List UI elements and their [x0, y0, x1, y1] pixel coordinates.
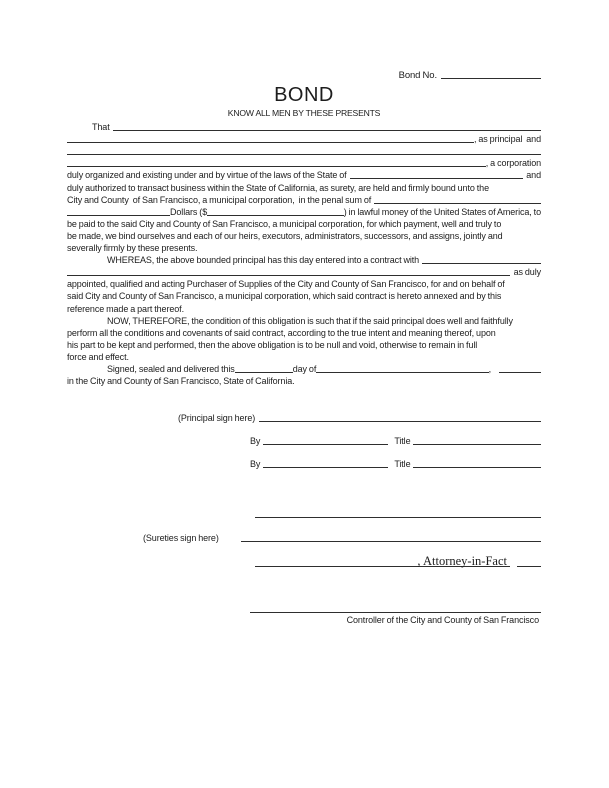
day-of-label: day of	[292, 363, 317, 374]
by-label: By	[250, 458, 261, 469]
penal-sum-text: City and County of San Francisco, a municipal corporation, in the penal sum of	[67, 194, 372, 205]
by-title-row-2	[67, 457, 541, 470]
surety-name-field-2[interactable]	[67, 165, 486, 167]
by-1-line[interactable]	[263, 443, 388, 445]
as-duly-label: as duly	[513, 267, 541, 278]
severally-text: severally firmly by these presents.	[67, 243, 198, 254]
line-appointed	[67, 278, 541, 290]
surety-sign-row-2	[67, 531, 541, 544]
penal-sum-words-field[interactable]	[374, 202, 541, 204]
year-field[interactable]	[499, 371, 541, 373]
line-be-made	[67, 230, 541, 242]
body-paragraphs	[67, 121, 541, 387]
by-title-row-1	[67, 435, 541, 448]
day-field[interactable]	[235, 371, 293, 373]
a-corporation-label: , a corporation	[485, 158, 541, 169]
penal-sum-words-field-2[interactable]	[67, 214, 170, 216]
contract-with-field[interactable]	[422, 262, 541, 264]
line-force	[67, 351, 541, 363]
month-field[interactable]	[316, 371, 488, 373]
be-paid-text: be paid to the said City and County of San Francisco, a municipal corporation, for which payment, well and truly to	[67, 218, 502, 229]
now-therefore-text: NOW, THEREFORE, the condition of this obligation is such that if the said principal does well and faithfully	[107, 315, 513, 326]
document-title: BOND	[274, 84, 334, 106]
title-1-line[interactable]	[413, 443, 541, 445]
line-state-of	[67, 169, 541, 181]
principal-name-field-2[interactable]	[67, 141, 474, 143]
line-as-principal	[67, 133, 541, 145]
line-a-corporation	[67, 157, 541, 169]
in-city-text: in the City and County of San Francisco, State of California.	[67, 376, 295, 387]
line-be-paid	[67, 218, 541, 230]
bond-no-label: Bond No.	[398, 70, 437, 81]
comma-text: ,	[488, 363, 491, 374]
contract-with-field-2[interactable]	[67, 274, 510, 276]
lawful-money-text: ) in lawful money of the United States of America, to	[343, 206, 541, 217]
line-said-city	[67, 290, 541, 302]
line-whereas	[67, 254, 541, 266]
title-label: Title	[394, 436, 411, 447]
bond-no-field[interactable]	[441, 77, 541, 79]
his-part-text: his part to be kept and performed, then the above obligation is to be null and void, otherwise to remain in full	[67, 339, 478, 350]
dollar-amount-field[interactable]	[207, 214, 344, 216]
principal-signature-line[interactable]	[259, 420, 541, 422]
state-of-and: and	[526, 170, 541, 181]
controller-row	[67, 612, 541, 626]
attorney-signature-line[interactable]	[255, 565, 414, 567]
attorney-tail-line[interactable]	[517, 565, 541, 567]
force-text: force and effect.	[67, 351, 129, 362]
line-in-city	[67, 375, 541, 387]
said-city-text: said City and County of San Francisco, a municipal corporation, which said contract is hereto annexed and by this	[67, 291, 502, 302]
line-severally	[67, 242, 541, 254]
line-authorized	[67, 181, 541, 193]
line-his-part	[67, 339, 541, 351]
that-label: That	[92, 122, 110, 133]
by-label: By	[250, 436, 261, 447]
document-subtitle: KNOW ALL MEN BY THESE PRESENTS	[227, 108, 381, 118]
perform-text: perform all the conditions and covenants of said contract, according to the true intent and meaning thereof, upon	[67, 327, 496, 338]
attorney-row	[67, 555, 541, 569]
line-surety-blank	[67, 145, 541, 157]
be-made-text: be made, we bind ourselves and each of our heirs, executors, administrators, successors, and assigns, jointly and	[67, 230, 503, 241]
page-content	[67, 0, 541, 626]
as-principal-label: , as principal and	[473, 134, 541, 145]
line-signed	[67, 363, 541, 375]
sureties-sign-label: (Sureties sign here)	[143, 532, 219, 543]
principal-sign-label: (Principal sign here)	[178, 412, 256, 423]
bond-no-row	[67, 69, 541, 81]
principal-name-field[interactable]	[113, 129, 541, 131]
line-reference	[67, 302, 541, 314]
state-of-text: duly organized and existing under and by virtue of the laws of the State of	[67, 170, 347, 181]
line-that	[67, 121, 541, 133]
signed-text: Signed, sealed and delivered this	[107, 363, 235, 374]
state-field[interactable]	[350, 177, 524, 179]
surety-signature-line-2[interactable]	[241, 540, 541, 542]
line-now-therefore	[67, 315, 541, 327]
line-perform	[67, 327, 541, 339]
reference-text: reference made a part thereof.	[67, 303, 184, 314]
line-penal-sum	[67, 194, 541, 206]
title-label: Title	[394, 458, 411, 469]
surety-sign-row-1	[67, 508, 541, 521]
surety-name-field[interactable]	[67, 153, 541, 155]
attorney-in-fact-label: , Attorney-in-Fact	[414, 557, 510, 567]
surety-signature-line-1[interactable]	[255, 516, 541, 518]
whereas-text: WHEREAS, the above bounded principal has this day entered into a contract with	[107, 255, 420, 266]
by-2-line[interactable]	[263, 466, 388, 468]
appointed-text: appointed, qualified and acting Purchaser of Supplies of the City and County of San Francisco, for and on behalf of	[67, 279, 505, 290]
line-dollars	[67, 206, 541, 218]
principal-sign-row	[67, 411, 541, 424]
dollars-label: Dollars ($	[170, 206, 208, 217]
title-2-line[interactable]	[413, 466, 541, 468]
controller-label: Controller of the City and County of San Francisco	[346, 614, 539, 625]
authorized-text: duly authorized to transact business within the State of California, as surety, are held and firmly bound unto the	[67, 182, 489, 193]
line-as-duly	[67, 266, 541, 278]
